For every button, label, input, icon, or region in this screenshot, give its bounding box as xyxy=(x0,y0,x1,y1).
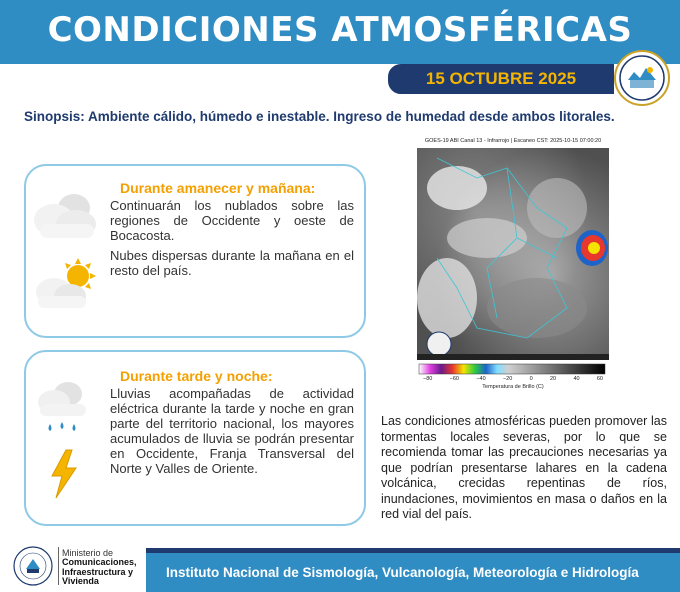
date-label: 15 OCTUBRE 2025 xyxy=(425,69,577,88)
morning-text-2: Nubes dispersas durante la mañana en el resto del país. xyxy=(110,248,354,278)
morning-card xyxy=(24,164,366,338)
cloud-icon xyxy=(30,186,102,246)
colorbar-ticks xyxy=(423,376,603,382)
afternoon-card xyxy=(24,350,366,526)
footer-bar xyxy=(146,553,680,592)
satellite-caption: GOES-19 ABI Canal 13 - Infrarrojo | Escaneo CST: 2025-10-15 07:00:20 xyxy=(424,138,602,144)
morning-text-1: Continuarán los nublados sobre las regiones de Occidente y oeste de Bocacosta. xyxy=(110,198,354,243)
afternoon-title: Durante tarde y noche: xyxy=(120,368,273,384)
date-badge xyxy=(388,64,614,94)
guatemala-seal-icon xyxy=(12,545,54,587)
page-title: CONDICIONES ATMOSFÉRICAS xyxy=(47,10,633,50)
colorbar-tick: −80 xyxy=(423,376,433,382)
ministry-divider xyxy=(58,547,59,585)
header-banner xyxy=(0,0,680,64)
ministry-line-3: Infraestructura y xyxy=(62,566,134,577)
warning-text: Las condiciones atmosféricas pueden promover las tormentas locales severas, por lo que se recomienda tomar las precauciones necesarias ya que podrían presentarse lahares en la cadena volcánica, crecidas repentinas de ríos, inundaciones, movimientos en masa o daños en la red vial del país. xyxy=(381,414,667,521)
colorbar-label: Temperatura de Brillo (C) xyxy=(482,384,544,390)
satellite-map xyxy=(417,148,609,360)
satellite-image xyxy=(415,138,611,396)
sun-cloud-icon xyxy=(30,256,102,314)
colorbar-tick: −20 xyxy=(502,376,513,382)
colorbar-tick: 20 xyxy=(550,376,557,382)
insivumeh-logo xyxy=(614,50,670,106)
rain-cloud-icon xyxy=(34,378,94,438)
colorbar-tick: −40 xyxy=(476,376,486,382)
ministry-line-1: Ministerio de xyxy=(62,548,114,558)
colorbar-tick: −60 xyxy=(449,376,459,382)
ministry-name xyxy=(62,558,144,587)
colorbar-tick: 40 xyxy=(573,376,580,382)
colorbar-tick: 60 xyxy=(596,376,603,382)
institute-name: Instituto Nacional de Sismología, Vulcanología, Meteorología e Hidrología xyxy=(166,565,639,580)
ministry-line-4: Vivienda xyxy=(62,576,99,586)
ministry-line-2: Comunicaciones, xyxy=(62,557,137,567)
insivumeh-logo-icon xyxy=(616,52,668,104)
afternoon-text: Lluvias acompañadas de actividad eléctrica durante la tarde y noche en gran parte del territorio nacional, los mayores acumulados de lluvia se podrán presentar en Occidente, Franja Transversal del Norte y Valles de Oriente. xyxy=(110,386,354,476)
lightning-icon xyxy=(48,448,80,500)
morning-title: Durante amanecer y mañana: xyxy=(120,180,316,196)
ministry-logo xyxy=(12,545,142,589)
colorbar-tick: 0 xyxy=(529,376,533,382)
sinopsis-text: Sinopsis: Ambiente cálido, húmedo e inestable. Ingreso de humedad desde ambos litorales. xyxy=(24,109,615,124)
